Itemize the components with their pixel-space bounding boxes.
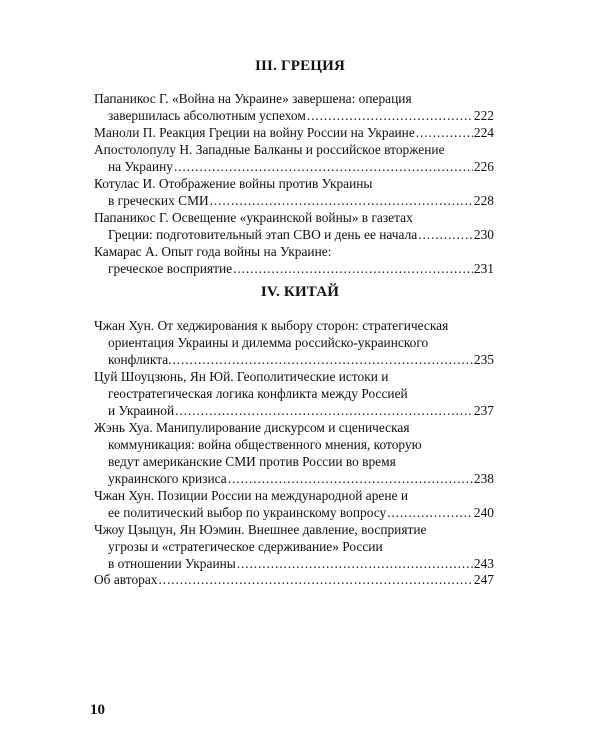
dot-leader [307, 107, 473, 124]
toc-entry-text: Папаникос Г. «Война на Украине» завершена: операция [94, 91, 412, 106]
section-title-greece: III. ГРЕЦИЯ [254, 58, 346, 74]
toc-entry-text: ориентация Украины и дилемма российско-украинского [108, 335, 429, 350]
page-number: 10 [90, 702, 105, 718]
toc-entry-text: Об авторах [94, 572, 158, 587]
toc-entry-text: и Украиной [108, 403, 175, 418]
toc-entry-text: Жэнь Хуа. Манипулирование дискурсом и сценическая [94, 420, 410, 435]
page-ref: 231 [473, 261, 494, 276]
toc-entry[interactable] [94, 209, 494, 243]
page-ref: 237 [473, 403, 494, 418]
toc-entry[interactable] [94, 124, 494, 141]
page-ref: 226 [473, 159, 494, 174]
toc-entry-text: геостратегическая логика конфликта между Россией [108, 386, 408, 401]
toc-entry-authors[interactable] [94, 571, 494, 588]
toc-entry-text: завершилась абсолютным успехом [108, 108, 306, 123]
toc-entry[interactable] [94, 521, 494, 572]
dot-leader [237, 555, 473, 572]
toc-entry-text: конфликта. [108, 352, 172, 367]
dot-leader [387, 504, 473, 521]
dot-leader [233, 260, 473, 277]
toc-entry[interactable] [94, 419, 494, 487]
toc-entry-text: Камарас А. Опыт года войны на Украине: [94, 244, 332, 259]
toc-entry-text: греческое восприятие [108, 261, 233, 276]
toc-entry-text: коммуникация: война общественного мнения, которую [108, 437, 422, 452]
toc-entry-text: Апостолопулу Н. Западные Балканы и российское вторжение [94, 142, 445, 157]
toc-entry[interactable] [94, 90, 494, 124]
toc-entry-text: в отношении Украины [108, 556, 236, 571]
toc-entry-text: Чжан Хун. От хеджирования к выбору сторон: стратегическая [94, 318, 449, 333]
page-ref: 238 [473, 471, 494, 486]
toc-entry-text: Котулас И. Отображение войны против Украины [94, 176, 373, 191]
dot-leader [228, 470, 473, 487]
toc-authors [94, 571, 494, 588]
toc-entry-text: Чжан Хун. Позиции России на международной арене и [94, 488, 408, 503]
toc-entry-text: ее политический выбор по украинскому вопросу [108, 505, 387, 520]
toc-china [94, 317, 494, 572]
toc-entry[interactable] [94, 243, 494, 277]
toc-entry[interactable] [94, 175, 494, 209]
page-ref: 243 [473, 556, 494, 571]
dot-leader [210, 192, 473, 209]
dot-leader [418, 226, 473, 243]
page-ref: 224 [473, 125, 494, 140]
toc-entry-text: угрозы и «стратегическое сдерживание» России [108, 539, 383, 554]
page-ref: 235 [473, 352, 494, 367]
toc-entry-text: на Украину [108, 159, 173, 174]
page-ref: 230 [473, 227, 494, 242]
page-ref: 240 [473, 505, 494, 520]
toc-entry[interactable] [94, 141, 494, 175]
dot-leader [173, 351, 473, 368]
page-ref: 228 [473, 193, 494, 208]
toc-entry-text: Цуй Шоуцзюнь, Ян Юй. Геополитические истоки и [94, 369, 389, 384]
page-ref: 222 [473, 108, 494, 123]
toc-entry-text: в греческих СМИ [108, 193, 209, 208]
dot-leader [416, 124, 473, 141]
toc-entry-text: Греции: подготовительный этап СВО и день ее начала [108, 227, 418, 242]
toc-entry-text: украинского кризиса [108, 471, 227, 486]
section-title-china: IV. КИТАЙ [260, 284, 340, 300]
toc-entry-text: ведут американские СМИ против России во время [108, 454, 396, 469]
dot-leader [158, 571, 472, 588]
toc-entry[interactable] [94, 368, 494, 419]
toc-entry-text: Чжоу Цзыцун, Ян Юэмин. Внешнее давление, восприятие [94, 522, 427, 537]
toc-entry-text: Папаникос Г. Освещение «украинской войны» в газетах [94, 210, 413, 225]
toc-greece [94, 90, 494, 277]
toc-entry[interactable] [94, 317, 494, 368]
dot-leader [174, 158, 473, 175]
toc-entry[interactable] [94, 487, 494, 521]
dot-leader [175, 402, 473, 419]
toc-entry-text: Маноли П. Реакция Греции на войну России на Украине [94, 125, 415, 140]
page-ref: 247 [473, 572, 494, 587]
